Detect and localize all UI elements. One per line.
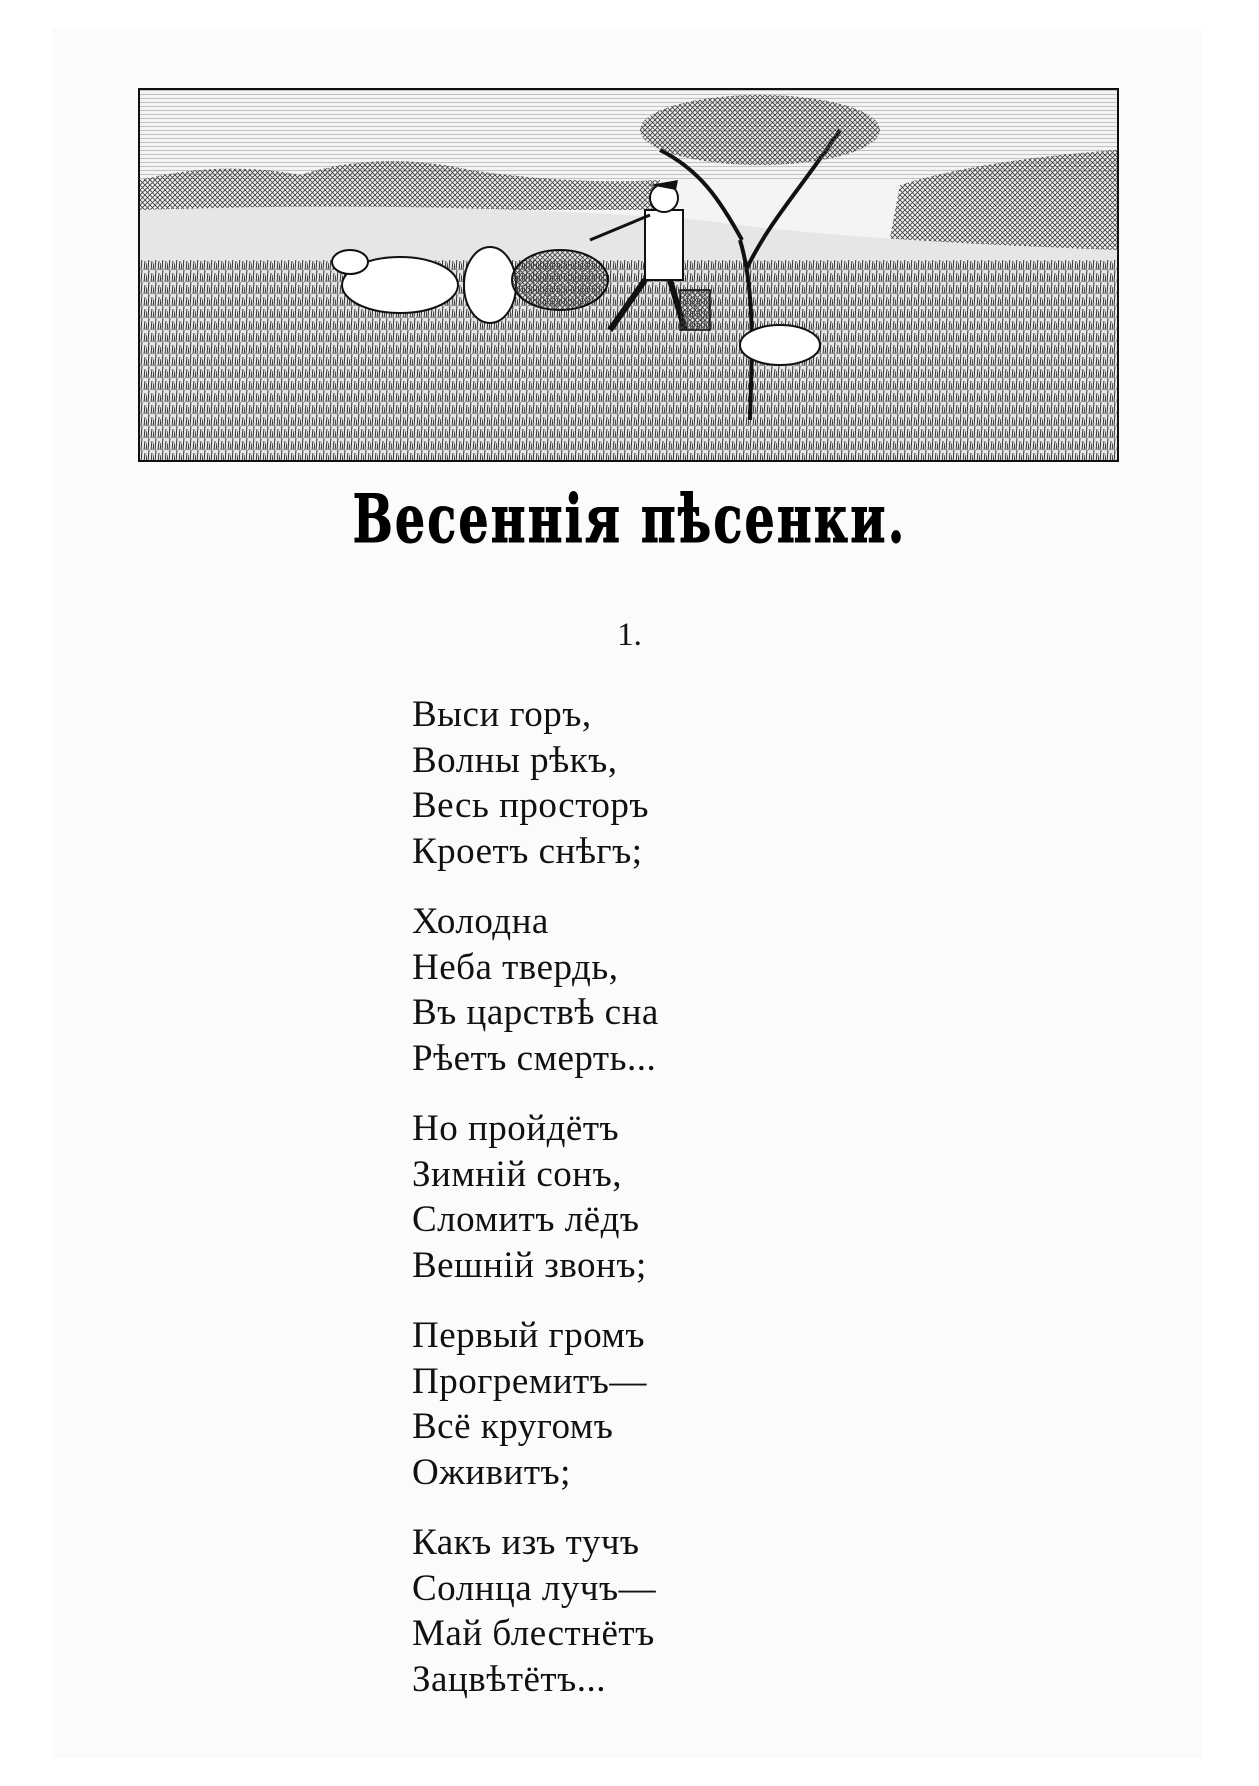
- verse-line: Кроетъ снѣгъ;: [412, 830, 643, 872]
- verse-line: Прогремитъ—: [412, 1360, 647, 1402]
- poem-title: Весеннія пѣсенки.: [352, 480, 907, 558]
- header-illustration: [138, 88, 1119, 462]
- verse-line: Неба твердь,: [412, 946, 619, 988]
- verse-line: Зацвѣтётъ...: [412, 1658, 606, 1700]
- shepherd-engraving-image: [140, 90, 1117, 460]
- verse-line: Но пройдётъ: [412, 1108, 620, 1149]
- verse-line: Сломитъ лёдъ: [412, 1199, 640, 1240]
- stanza: [412, 692, 659, 874]
- verse-line: Какъ изъ тучъ: [412, 1522, 640, 1563]
- verse-line: Весь просторъ: [412, 785, 650, 826]
- poem-body: [412, 692, 659, 1727]
- verse-line: Рѣетъ смерть...: [412, 1037, 657, 1079]
- stanza: [412, 1313, 659, 1495]
- verse-line: Вешній звонъ;: [412, 1244, 647, 1286]
- verse-line: Зимній сонъ,: [412, 1153, 622, 1195]
- verse-line: Оживитъ;: [412, 1451, 571, 1493]
- stanza: [412, 1520, 659, 1702]
- section-number: 1.: [617, 617, 642, 653]
- verse-line: Волны рѣкъ,: [412, 739, 618, 781]
- verse-line: Въ царствѣ сна: [412, 992, 659, 1033]
- verse-line: Холодна: [412, 901, 549, 942]
- verse-line: Солнца лучъ—: [412, 1567, 657, 1609]
- verse-line: Первый громъ: [412, 1315, 646, 1356]
- verse-line: Всё кругомъ: [412, 1406, 614, 1447]
- stanza: [412, 1106, 659, 1288]
- stanza: [412, 899, 659, 1081]
- verse-line: Выси горъ,: [412, 694, 592, 735]
- verse-line: Май блестнётъ: [412, 1613, 655, 1654]
